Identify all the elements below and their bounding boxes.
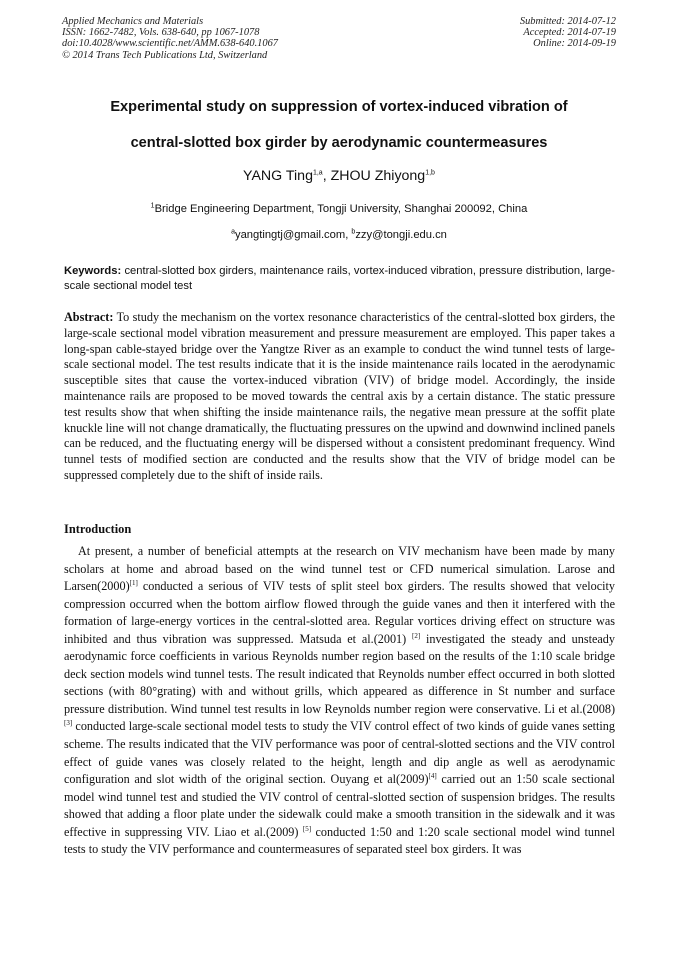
- author-list: [40, 168, 638, 184]
- email-a-sup: a: [231, 228, 235, 236]
- online-date: Online: 2014-09-19: [533, 38, 616, 50]
- email-b-sup: b: [351, 228, 356, 236]
- paper-title: [40, 89, 638, 161]
- citation-5: [5]: [302, 824, 312, 833]
- journal-header: [62, 16, 278, 61]
- intro-text-4: conducted large-scale sectional model tests to study the VIV control effect of two kinds of guide vanes setting scheme. The results indicated that the VIV performance was poor of central-slotted sections and the VIV control effect of guide vanes was closely related to the height, length and dip angle as well as aerodynamic configuration and slot width of the original section. Ouyang et al(2009): [64, 719, 615, 787]
- affiliation: [40, 203, 638, 215]
- intro-text-3: investigated the steady and unsteady aerodynamic force coefficients in various Reynolds number region based on the results of the 1:10 scale bridge deck section models wind tunnel tests. The result indicated that Reynolds number effect occurred in both slotted sections (with 80°grating) with and without grills, which appeared as difference in St number and surface pressure distribution. Wind tunnel test results in low Reynolds number region were conservative. Li et al.(2008): [64, 631, 615, 716]
- citation-4: [4]: [428, 772, 437, 781]
- keywords-block: [64, 264, 615, 293]
- introduction-paragraph: [64, 543, 615, 859]
- doi-line: doi:10.4028/www.scientific.net/AMM.638-640.1067: [62, 38, 278, 50]
- author-separator: ,: [322, 168, 331, 184]
- citation-1: [1]: [129, 579, 138, 588]
- intro-text-2: conducted a serious of VIV tests of split steel box girders. The results showed that velocity compression occurred when the bottom airflow flowed through the guide vanes and then it interfered with the formation of large-energy vortices in the central-slotted area. Regular vortices driving effect on structure was inhibited and thus vibration was suppressed. Matsuda et al.(2001): [64, 579, 615, 646]
- author-emails: [40, 229, 638, 241]
- author-1-name: YANG Ting: [243, 168, 313, 184]
- affiliation-sup: 1: [150, 202, 155, 210]
- intro-text-1: At present, a number of beneficial attempts at the research on VIV mechanism have been made by many scholars at home and abroad based on the wind tunnel test or CFD numerical simulation. Larose and Larsen(2000): [64, 544, 615, 594]
- issn-line: ISSN: 1662-7482, Vols. 638-640, pp 1067-1078: [62, 27, 260, 39]
- author-2-name: ZHOU Zhiyong: [330, 168, 426, 184]
- citation-3: [3]: [64, 719, 73, 728]
- journal-name: Applied Mechanics and Materials: [62, 16, 204, 27]
- email-a: yangtingtj@gmail.com,: [234, 229, 352, 241]
- keywords-label: Keywords:: [64, 265, 122, 277]
- author-2-sup: 1,b: [425, 169, 435, 177]
- keywords-text: central-slotted box girders, maintenance rails, vortex-induced vibration, pressure distribution, large-scale sectional model test: [64, 265, 615, 292]
- accepted-date: Accepted: 2014-07-19: [523, 27, 616, 39]
- introduction-heading: Introduction: [64, 522, 132, 536]
- abstract-block: [64, 310, 615, 484]
- title-line-1: Experimental study on suppression of vortex-induced vibration of: [110, 99, 568, 115]
- citation-2: [2]: [412, 631, 421, 640]
- title-line-2: central-slotted box girder by aerodynamic countermeasures: [130, 135, 548, 151]
- submitted-date: Submitted: 2014-07-12: [519, 16, 616, 27]
- email-b: zzy@tongji.edu.cn: [355, 229, 447, 241]
- copyright-line: © 2014 Trans Tech Publications Ltd, Switzerland: [62, 49, 268, 61]
- intro-text-5: carried out an 1:50 scale sectional model wind tunnel test and studied the VIV control of central-slotted section of suspension bridges. The results showed that adding a floor plate under the sidewalk could make a smooth transition in the sidewalk and it was effective in suppressing VIV. Liao et al.(2009): [64, 772, 615, 839]
- author-1-sup: 1,a: [312, 169, 323, 177]
- intro-text-6: conducted 1:50 and 1:20 scale sectional model wind tunnel tests to study the VIV performance and countermeasures of separated steel box girders. It was: [64, 824, 615, 857]
- abstract-text: To study the mechanism on the vortex resonance characteristics of the central-slotted box girders, the large-scale sectional model vibration measurement and pressure measurement are employed. This paper takes a long-span cable-stayed bridge over the Yangtze River as an example to conduct the wind tunnel tests of large-scale sectional model. The test results indicate that it is the inside maintenance rails located in the aerodynamic susceptible sites that cause the vortex-induced vibration (VIV) of bridge model. Accordingly, the inside maintenance rails are proposed to be moved towards the central axis by a certain distance. The static pressure test results show that when shifting the inside maintenance rails, the negative mean pressure at the soffit plate knuckle line will not change dramatically, the fluctuating pressures on the upwind and downwind inclined panels can be reduced, and the fluctuating energy will be dispersed without a consistent predominant frequency. Wind tunnel tests of modified section are conducted and the results show that the VIV of bridge model can be suppressed completely due to the shift of inside rails.: [64, 310, 615, 482]
- dates-header: [520, 16, 616, 50]
- affiliation-text: Bridge Engineering Department, Tongji University, Shanghai 200092, China: [154, 203, 528, 215]
- abstract-label: Abstract:: [64, 310, 114, 324]
